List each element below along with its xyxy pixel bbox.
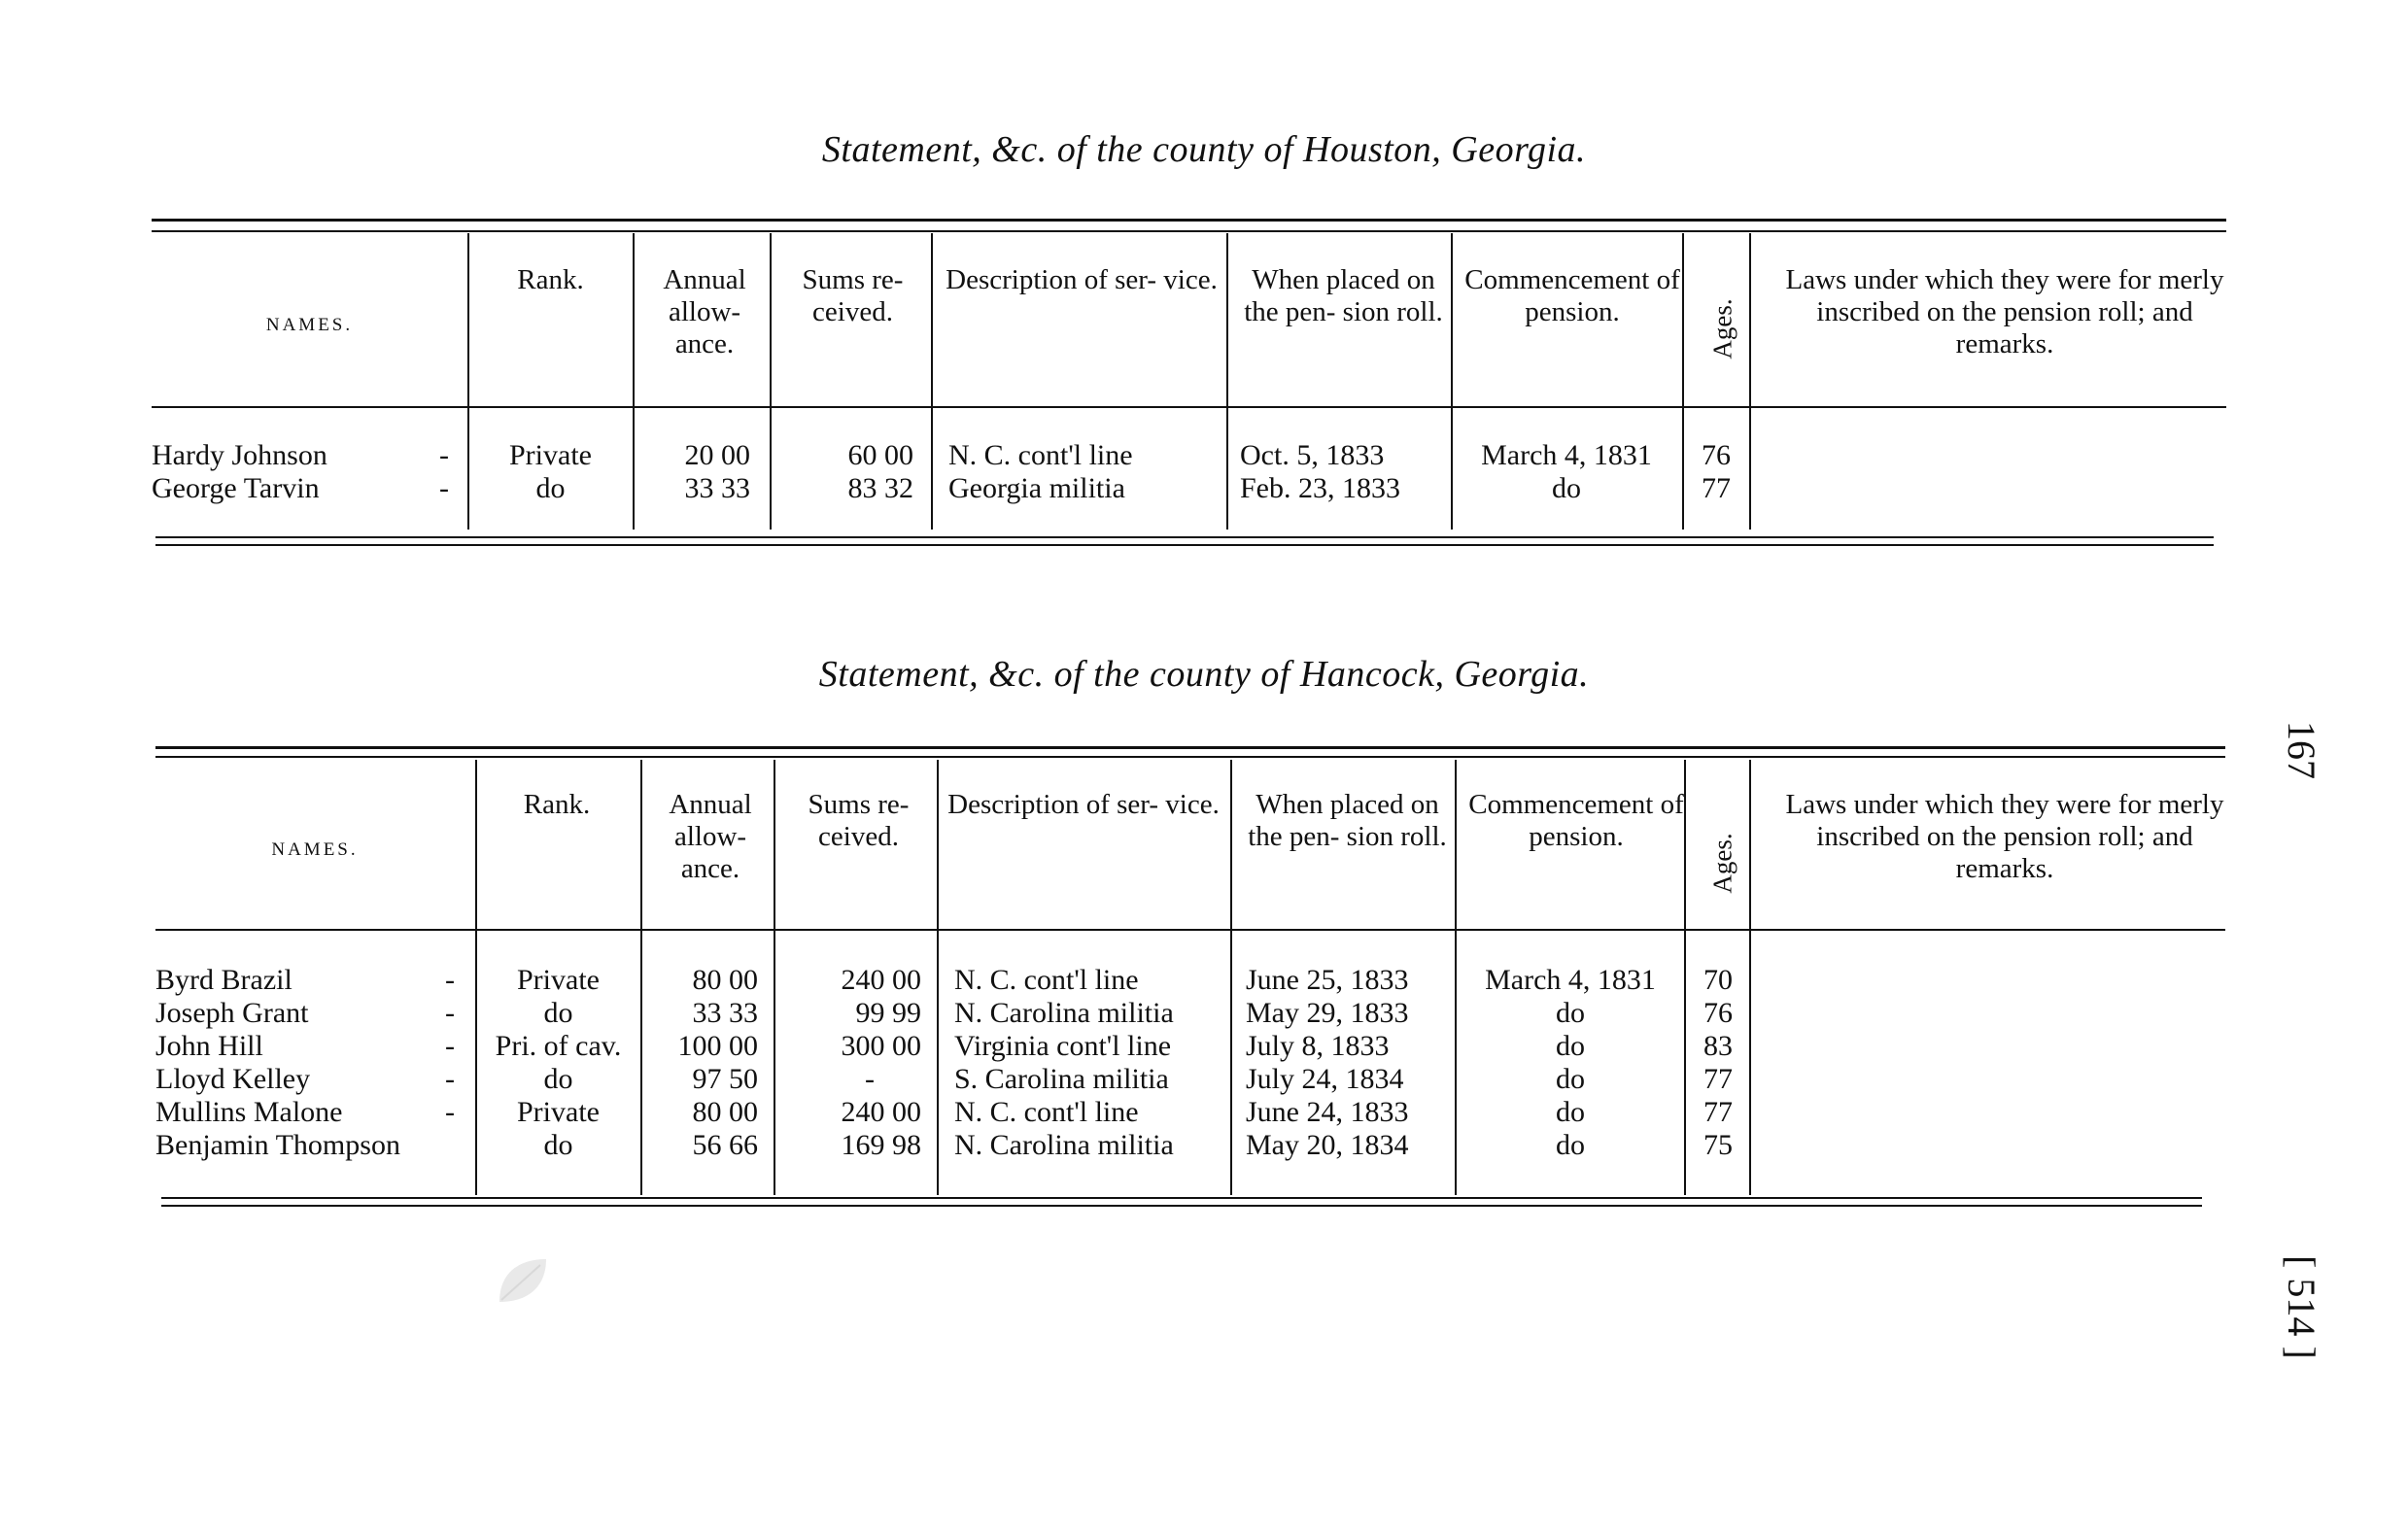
age-column: [1685, 439, 1747, 505]
col-divider: [1230, 760, 1232, 1195]
table-row-sums: -: [865, 1063, 875, 1095]
table-row-description: S. Carolina militia: [954, 1063, 1169, 1095]
header-description: Description of ser- vice.: [946, 264, 1218, 295]
table-row-description: Virginia cont'l line: [954, 1030, 1172, 1062]
header-commencement: Commencement of pension.: [1464, 264, 1680, 327]
leaf-watermark-icon: [494, 1253, 552, 1312]
col-divider: [1682, 233, 1684, 530]
table-row-sums: 240 00: [841, 1096, 921, 1128]
col-divider: [1226, 233, 1228, 530]
table-row-annual: 56 66: [692, 1129, 758, 1161]
table-row-description: Georgia militia: [948, 472, 1125, 504]
commencement-column: [1458, 964, 1683, 1162]
table-row-age: 76: [1703, 997, 1733, 1029]
header-annual: Annual allow- ance.: [663, 264, 746, 359]
table-row-annual: 80 00: [692, 964, 758, 996]
table-row-age: 77: [1703, 1096, 1733, 1128]
table-row-annual: 20 00: [684, 439, 750, 471]
header-description: Description of ser- vice.: [947, 789, 1220, 820]
table-row-placed: July 8, 1833: [1246, 1030, 1390, 1062]
header-names: NAMES.: [271, 839, 359, 860]
col-divider: [1684, 760, 1686, 1195]
commencement-column: [1454, 439, 1679, 505]
placed-column: [1240, 439, 1400, 505]
table-row-rank: Private: [509, 439, 592, 471]
header-laws: Laws under which they were for merly inscribed on the pension roll; and remarks.: [1785, 789, 2224, 884]
table-row-age: 77: [1703, 1063, 1733, 1095]
annual-column: [641, 439, 750, 505]
table-row-name: Mullins Malone: [155, 1096, 343, 1128]
leader-dash: -: [439, 439, 449, 471]
table-row-sums: 300 00: [841, 1030, 921, 1062]
table-row-annual: 80 00: [692, 1096, 758, 1128]
header-when-placed: When placed on the pen- sion roll.: [1248, 789, 1447, 852]
header-when-placed: When placed on the pen- sion roll.: [1244, 264, 1443, 327]
col-divider: [937, 760, 939, 1195]
table-row-name: John Hill: [155, 1030, 263, 1062]
leader-dash: -: [439, 472, 449, 504]
table-row-description: N. C. cont'l line: [948, 439, 1133, 471]
col-divider: [1749, 760, 1751, 1195]
leader-dash: -: [445, 1030, 455, 1062]
leader-dash: -: [445, 997, 455, 1029]
table-row-annual: 33 33: [684, 472, 750, 504]
table-row-placed: May 20, 1834: [1246, 1129, 1409, 1161]
col-divider: [467, 233, 469, 530]
leader-dash: -: [445, 1063, 455, 1095]
margin-doc-number: [ 514 ]: [2280, 1255, 2323, 1359]
bottom-rule-2a: [161, 1197, 2202, 1199]
table-row-commencement: do: [1556, 1096, 1585, 1128]
header-ages: Ages.: [1707, 833, 1737, 894]
table-row-name: Joseph Grant: [155, 997, 309, 1029]
table-row-rank: Pri. of cav.: [495, 1030, 622, 1062]
table-row-age: 83: [1703, 1030, 1733, 1062]
bottom-rule-2b: [161, 1205, 2202, 1207]
header-names: NAMES.: [265, 315, 354, 335]
description-column: [954, 964, 1174, 1162]
table-row-age: 77: [1702, 472, 1731, 504]
table-row-sums: 60 00: [847, 439, 913, 471]
top-rule-1b: [152, 230, 2226, 232]
table-row-name: Hardy Johnson: [152, 439, 327, 471]
bottom-rule-1b: [155, 544, 2214, 546]
sums-column: [783, 964, 921, 1162]
names-column: [152, 439, 327, 505]
table-row-annual: 100 00: [677, 1030, 758, 1062]
table-row-name: Benjamin Thompson: [155, 1129, 400, 1161]
margin-page-number: 167: [2280, 721, 2323, 779]
table-row-rank: Private: [517, 964, 600, 996]
table-row-rank: do: [535, 472, 566, 504]
table-row-description: N. C. cont'l line: [954, 1096, 1139, 1128]
table-row-sums: 240 00: [841, 964, 921, 996]
header-ages: Ages.: [1707, 298, 1737, 359]
table-title-houston: Statement, &c. of the county of Houston, Georgia.: [821, 129, 1587, 170]
header-sums: Sums re- ceived.: [802, 264, 904, 327]
top-rule-1a: [152, 219, 2226, 222]
col-divider: [1749, 233, 1751, 530]
placed-column: [1246, 964, 1409, 1162]
table-row-commencement: do: [1556, 1063, 1585, 1095]
names-column: [155, 964, 400, 1162]
table-row-placed: May 29, 1833: [1246, 997, 1409, 1029]
col-divider: [770, 233, 772, 530]
table-row-age: 70: [1703, 964, 1733, 996]
table-row-age: 76: [1702, 439, 1731, 471]
col-divider: [1451, 233, 1453, 530]
top-rule-2b: [155, 756, 2225, 758]
header-underline-1: [152, 406, 2226, 408]
header-laws: Laws under which they were for merly inscribed on the pension roll; and remarks.: [1785, 264, 2224, 359]
table-row-annual: 33 33: [692, 997, 758, 1029]
table-row-rank: Private: [517, 1096, 600, 1128]
table-row-description: N. Carolina militia: [954, 1129, 1174, 1161]
table-row-placed: June 25, 1833: [1246, 964, 1409, 996]
annual-column: [645, 964, 758, 1162]
top-rule-2a: [155, 746, 2225, 749]
table-row-placed: Oct. 5, 1833: [1240, 439, 1385, 471]
table-row-commencement: March 4, 1831: [1481, 439, 1652, 471]
col-divider: [1455, 760, 1457, 1195]
age-column: [1687, 964, 1749, 1162]
table-row-sums: 99 99: [855, 997, 921, 1029]
table-row-description: N. C. cont'l line: [954, 964, 1139, 996]
table-row-commencement: do: [1556, 997, 1585, 1029]
header-commencement: Commencement of pension.: [1468, 789, 1684, 852]
table-row-placed: June 24, 1833: [1246, 1096, 1409, 1128]
dash-column: [439, 439, 449, 505]
leader-dash: -: [445, 1096, 455, 1128]
table-row-name: Lloyd Kelley: [155, 1063, 311, 1095]
table-row-annual: 97 50: [692, 1063, 758, 1095]
header-annual: Annual allow- ance.: [669, 789, 752, 884]
table-row-age: 75: [1703, 1129, 1733, 1161]
table-row-sums: 169 98: [841, 1129, 921, 1161]
table-row-name: George Tarvin: [152, 472, 320, 504]
leader-dash: [445, 1129, 455, 1162]
table-row-description: N. Carolina militia: [954, 997, 1174, 1029]
table-row-commencement: do: [1556, 1129, 1585, 1161]
col-divider: [640, 760, 642, 1195]
table-row-placed: Feb. 23, 1833: [1240, 472, 1400, 504]
col-divider: [774, 760, 775, 1195]
table-row-rank: do: [543, 1129, 573, 1161]
sums-column: [777, 439, 913, 505]
table-row-rank: do: [543, 1063, 573, 1095]
table-title-hancock: Statement, &c. of the county of Hancock, Georgia.: [818, 654, 1590, 695]
table-row-commencement: do: [1552, 472, 1581, 504]
bottom-rule-1a: [155, 536, 2214, 538]
header-rank: Rank.: [517, 264, 584, 295]
leader-dash: -: [445, 964, 455, 996]
col-divider: [931, 233, 933, 530]
col-divider: [475, 760, 477, 1195]
table-row-sums: 83 32: [847, 472, 913, 504]
header-sums: Sums re- ceived.: [808, 789, 910, 852]
col-divider: [633, 233, 635, 530]
table-row-rank: do: [543, 997, 573, 1029]
header-underline-2: [155, 929, 2225, 931]
header-rank: Rank.: [523, 789, 591, 820]
table-row-commencement: do: [1556, 1030, 1585, 1062]
table-row-placed: July 24, 1834: [1246, 1063, 1404, 1095]
rank-column: [478, 964, 638, 1162]
table-row-commencement: March 4, 1831: [1485, 964, 1656, 996]
description-column: [948, 439, 1133, 505]
dash-column: [445, 964, 455, 1162]
rank-column: [470, 439, 631, 505]
table-row-name: Byrd Brazil: [155, 964, 292, 996]
